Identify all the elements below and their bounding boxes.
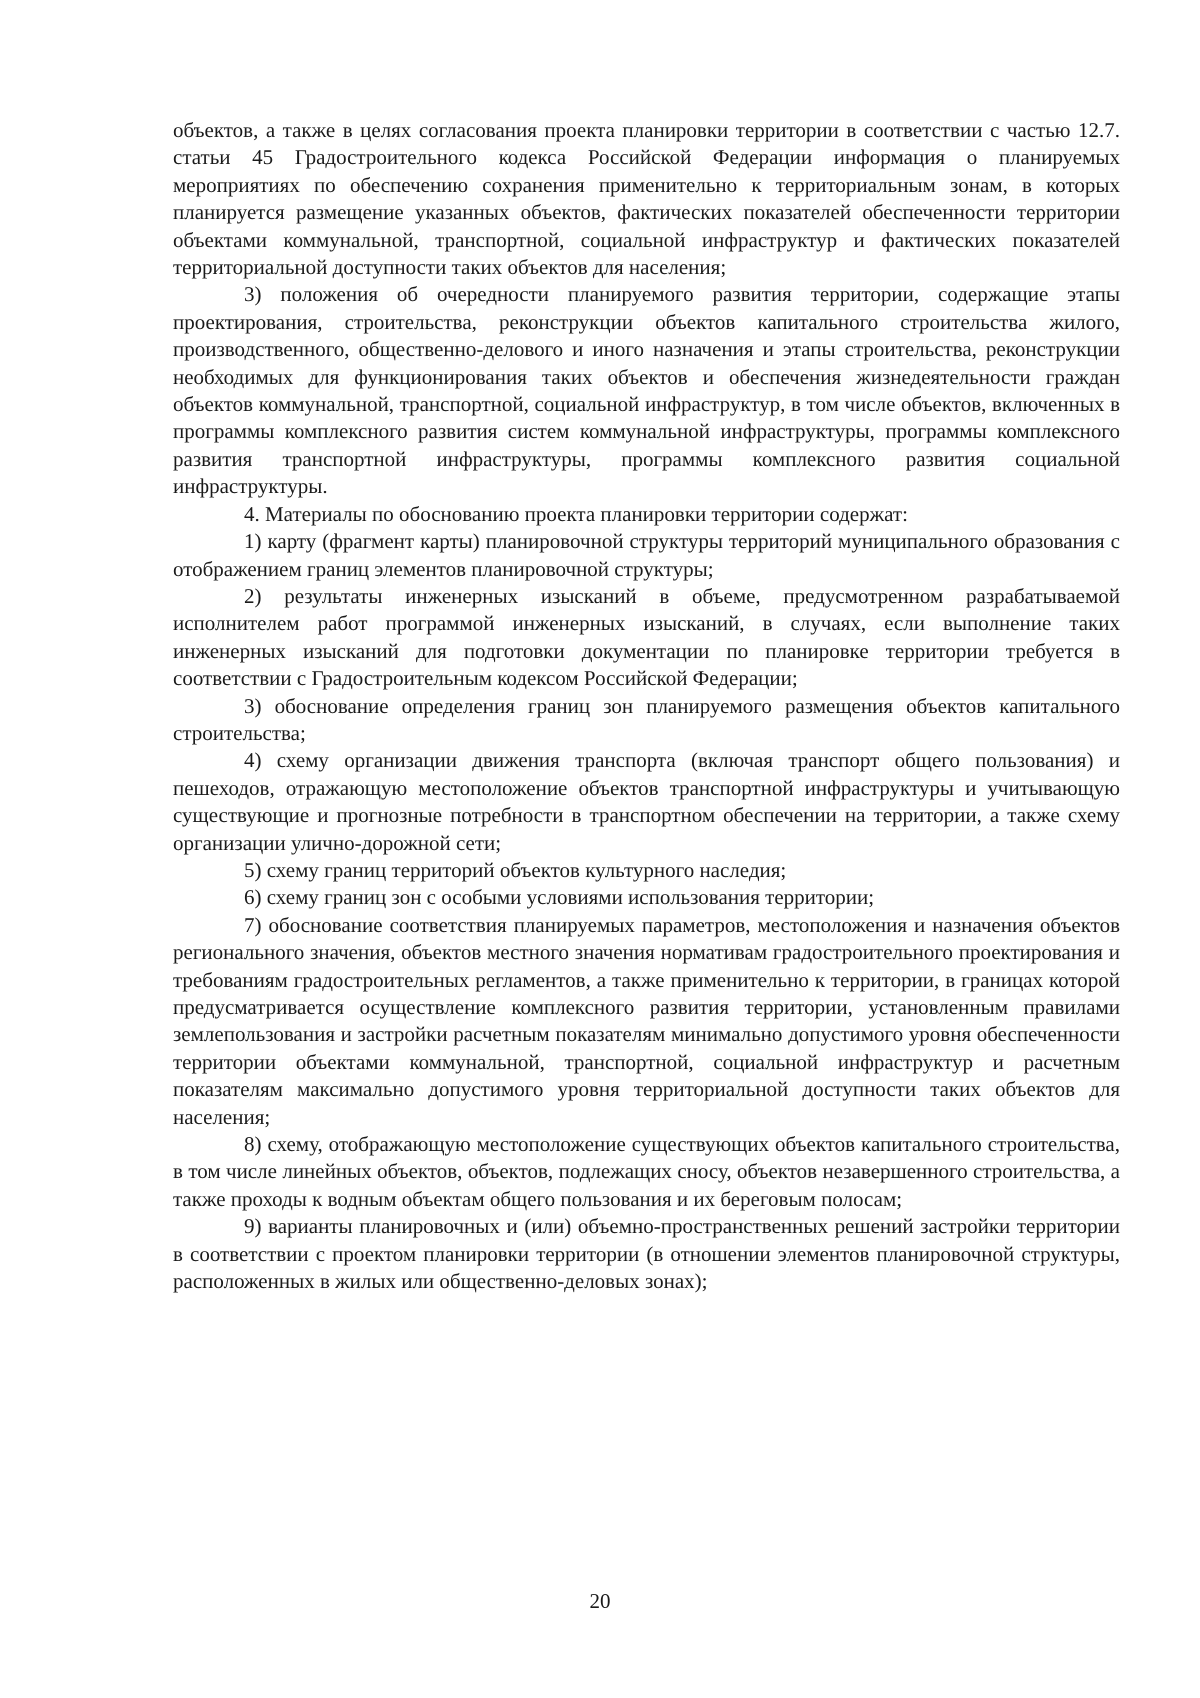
paragraph-item-4-7: 7) обоснование соответствия планируемых параметров, местоположения и назначения объектов регионального значения, объектов местного значения нормативам градостроительного проектирования и требованиям градостроительных регламентов, а также применительно к территории, в границах которой предусматривается осуществление комплексного развития территории, установленным правилами землепользования и застройки расчетным показателям минимально допустимого уровня обеспеченности территории объектами коммунальной, транспортной, социальной инфраструктур и расчетным показателям максимально допустимого уровня территориальной доступности таких объектов для населения; (173, 912, 1120, 1129)
paragraph-item-4-3: 3) обоснование определения границ зон планируемого размещения объектов капитального строительства; (173, 693, 1120, 745)
paragraph-item-4-2: 2) результаты инженерных изысканий в объеме, предусмотренном разрабатываемой исполнителем работ программой инженерных изысканий, в случаях, если выполнение таких инженерных изысканий для подготовки документации по планировке территории требуется в соответствии с Градостроительным кодексом Российской Федерации; (173, 583, 1120, 691)
body-text (173, 117, 1120, 1295)
paragraph-section-4-heading: 4. Материалы по обоснованию проекта планировки территории содержат: (244, 501, 908, 526)
paragraph-item-4-5: 5) схему границ территорий объектов культурного наследия; (244, 857, 787, 882)
paragraph-item-4-9: 9) варианты планировочных и (или) объемно-пространственных решений застройки территории в соответствии с проектом планировки территории (в отношении элементов планировочной структуры, расположенных в жилых или общественно-деловых зонах); (173, 1214, 1120, 1294)
page-number: 20 (589, 1589, 611, 1613)
paragraph-item-4-1: 1) карту (фрагмент карты) планировочной структуры территорий муниципального образования с отображением границ элементов планировочной структуры; (173, 529, 1120, 581)
paragraph-item-4-8: 8) схему, отображающую местоположение существующих объектов капитального строительства, в том числе линейных объектов, объектов, подлежащих сносу, объектов незавершенного строительства, а также проходы к водным объектам общего пользования и их береговым полосам; (173, 1132, 1120, 1211)
paragraph-continued: объектов, а также в целях согласования проекта планировки территории в соответствии с частью 12.7. статьи 45 Градостроительного кодекса Российской Федерации информация о планируемых мероприятиях по обеспечению сохранения применительно к территориальным зонам, в которых планируется размещение указанных объектов, фактических показателей обеспеченности территории объектами коммунальной, транспортной, социальной инфраструктур и фактических показателей территориальной доступности таких объектов для населения; (173, 118, 1120, 280)
paragraph-item-3-stages: 3) положения об очередности планируемого развития территории, содержащие этапы проектирования, строительства, реконструкции объектов капитального строительства жилого, производственного, общественно-делового и иного назначения и этапы строительства, реконструкции необходимых для функционирования таких объектов и обеспечения жизнедеятельности граждан объектов коммунальной, транспортной, социальной инфраструктур, в том числе объектов, включенных в программы комплексного развития систем коммунальной инфраструктуры, программы комплексного развития транспортной инфраструктуры, программы комплексного развития социальной инфраструктуры. (173, 282, 1120, 499)
paragraph-item-4-4: 4) схему организации движения транспорта (включая транспорт общего пользования) и пешеходов, отражающую местоположение объектов транспортной инфраструктуры и учитывающую существующие и прогнозные потребности в транспортном обеспечении на территории, а также схему организации улично-дорожной сети; (173, 748, 1120, 855)
paragraph-item-4-6: 6) схему границ зон с особыми условиями использования территории; (244, 885, 875, 910)
